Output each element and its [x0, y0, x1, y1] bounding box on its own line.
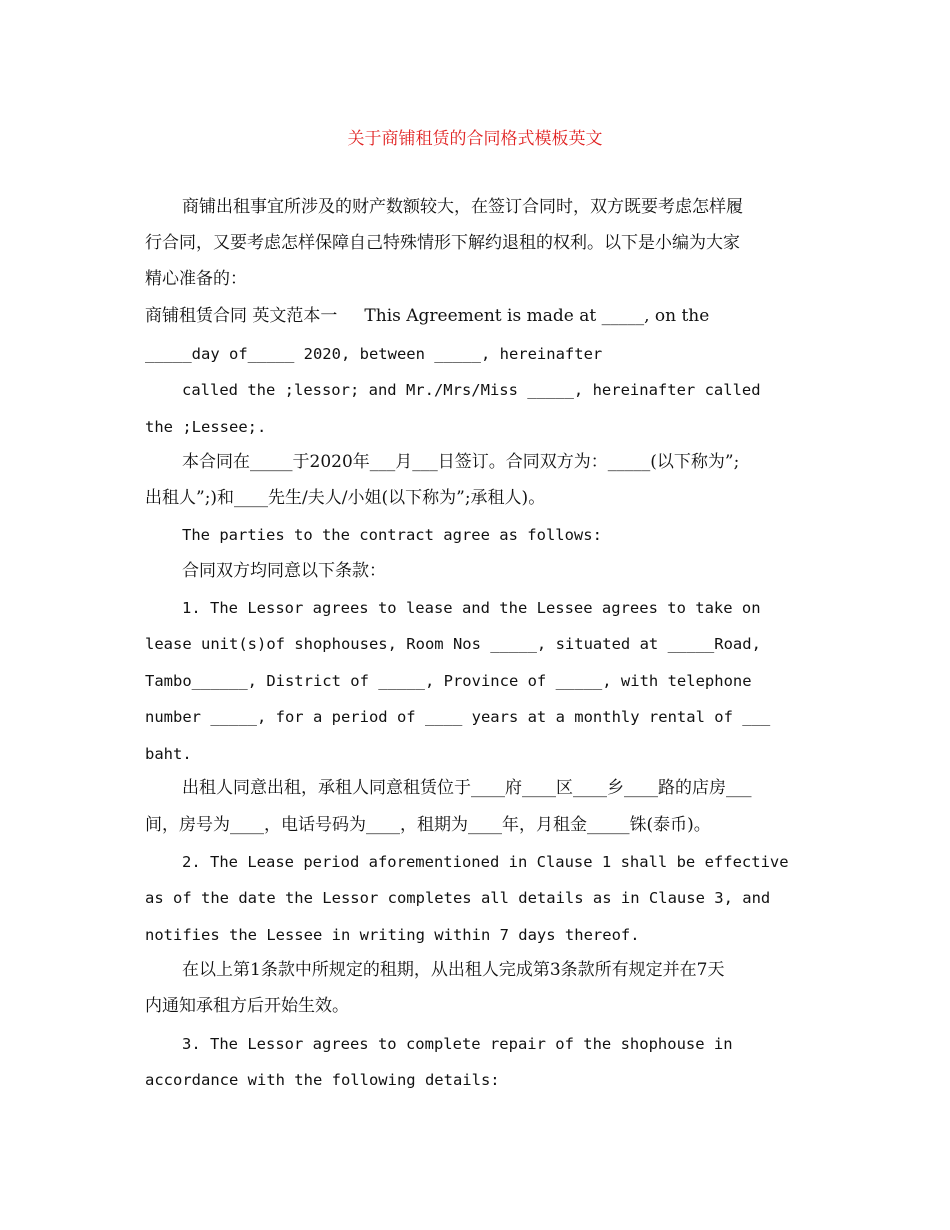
paragraph-line: 出租人”;)和____先生/夫人/小姐(以下称为”;承租人)。	[145, 488, 546, 508]
paragraph-line: 精心准备的：	[145, 269, 247, 289]
paragraph-line: number _____, for a period of ____ years at a monthly rental of ___	[145, 708, 771, 726]
paragraph-line: 出租人同意出租，承租人同意租赁位于____府____区____乡____路的店房___	[182, 778, 752, 798]
paragraph-line: accordance with the following details:	[145, 1071, 500, 1089]
paragraph-line: baht.	[145, 745, 192, 763]
paragraph-line: 商铺租赁合同 英文范本一 This Agreement is made at _____, on the	[145, 306, 710, 326]
paragraph-line: the ;Lessee;.	[145, 418, 267, 436]
paragraph-line: 2. The Lease period aforementioned in Clause 1 shall be effective	[182, 853, 789, 871]
paragraph-line: 在以上第1条款中所规定的租期，从出租人完成第3条款所有规定并在7天	[182, 960, 725, 980]
paragraph-line: Tambo______, District of _____, Province of _____, with telephone	[145, 672, 752, 690]
paragraph-line: The parties to the contract agree as follows:	[182, 526, 602, 544]
paragraph-line: notifies the Lessee in writing within 7 days thereof.	[145, 926, 640, 944]
paragraph-line: 3. The Lessor agrees to complete repair of the shophouse in	[182, 1035, 733, 1053]
paragraph-line: called the ;lessor; and Mr./Mrs/Miss _____, hereinafter called	[182, 381, 761, 399]
paragraph-line: as of the date the Lessor completes all details as in Clause 3, and	[145, 889, 771, 907]
paragraph-line: 1. The Lessor agrees to lease and the Lessee agrees to take on	[182, 599, 761, 617]
paragraph-line: 本合同在_____于2020年___月___日签订。合同双方为：_____(以下称为”;	[182, 452, 740, 472]
paragraph-line: _____day of_____ 2020, between _____, hereinafter	[145, 345, 603, 363]
paragraph-line: 内通知承租方后开始生效。	[145, 996, 349, 1016]
paragraph-line: 行合同，又要考虑怎样保障自己特殊情形下解约退租的权利。以下是小编为大家	[145, 233, 740, 253]
paragraph-line: 商铺出租事宜所涉及的财产数额较大，在签订合同时，双方既要考虑怎样履	[182, 197, 743, 217]
document-title: 关于商铺租赁的合同格式模板英文	[347, 129, 603, 149]
paragraph-line: 合同双方均同意以下条款：	[182, 561, 386, 581]
paragraph-line: 间，房号为____，电话号码为____，租期为____年，月租金_____铢(泰币)。	[145, 815, 711, 835]
paragraph-line: lease unit(s)of shophouses, Room Nos _____, situated at _____Road,	[145, 635, 761, 653]
